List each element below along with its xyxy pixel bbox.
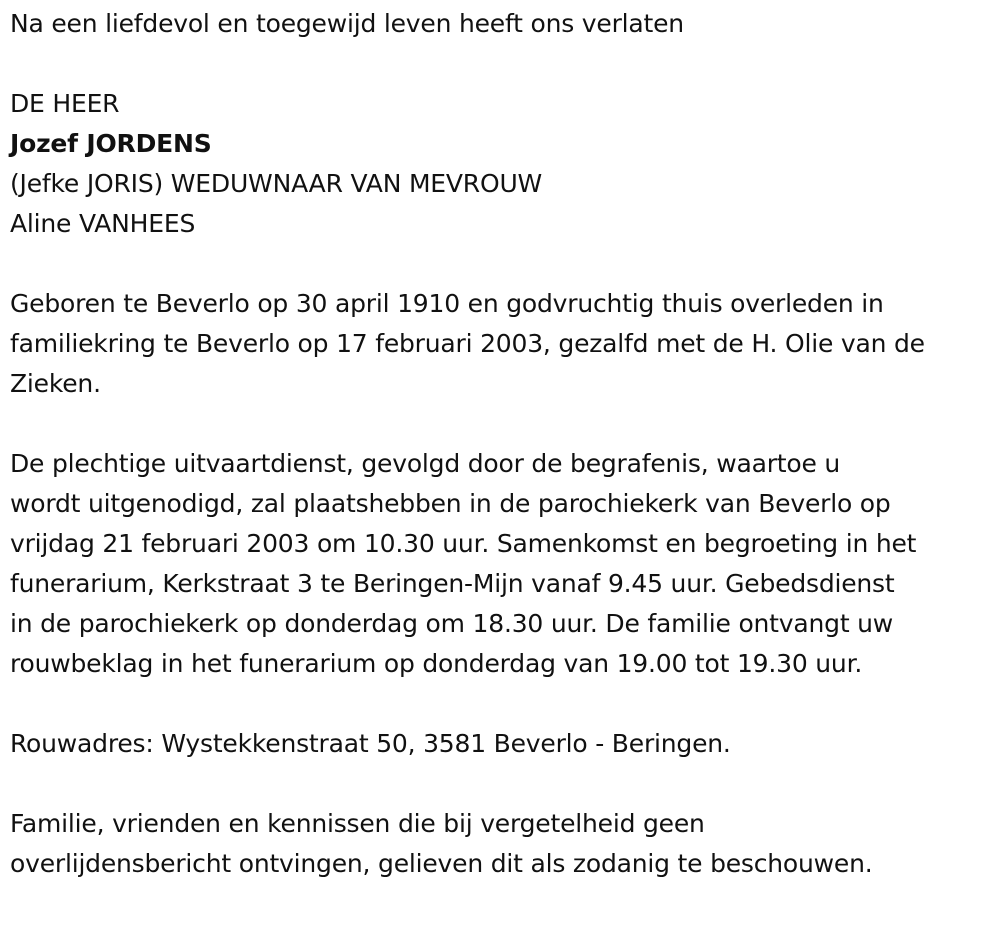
closing-paragraph [10, 804, 995, 884]
text-line: familiekring te Beverlo op 17 februari 2003, gezalfd met de H. Olie van de [10, 329, 925, 358]
spouse-name: Aline VANHEES [10, 209, 196, 238]
mourning-address: Rouwadres: Wystekkenstraat 50, 3581 Beverlo - Beringen. [10, 729, 731, 758]
funeral-paragraph [10, 444, 995, 684]
text-line: Zieken. [10, 369, 101, 398]
text-line: Familie, vrienden en kennissen die bij vergetelheid geen [10, 809, 705, 838]
text-line: rouwbeklag in het funerarium op donderdag van 19.00 tot 19.30 uur. [10, 649, 863, 678]
text-line: vrijdag 21 februari 2003 om 10.30 uur. Samenkomst en begroeting in het [10, 529, 917, 558]
text-line: De plechtige uitvaartdienst, gevolgd door de begrafenis, waartoe u [10, 449, 841, 478]
address-paragraph [10, 724, 995, 764]
intro-line: Na een liefdevol en toegewijd leven heeft ons verlaten [10, 9, 684, 38]
title-prefix: DE HEER [10, 89, 120, 118]
obituary-notice [10, 4, 995, 884]
deceased-name: Jozef JORDENS [10, 129, 212, 158]
text-line: funerarium, Kerkstraat 3 te Beringen-Mijn vanaf 9.45 uur. Gebedsdienst [10, 569, 895, 598]
text-line: overlijdensbericht ontvingen, gelieven dit als zodanig te beschouwen. [10, 849, 873, 878]
text-line: in de parochiekerk op donderdag om 18.30 uur. De familie ontvangt uw [10, 609, 894, 638]
birth-death-paragraph [10, 284, 995, 404]
nickname-widower-line: (Jefke JORIS) WEDUWNAAR VAN MEVROUW [10, 169, 543, 198]
text-line: Geboren te Beverlo op 30 april 1910 en godvruchtig thuis overleden in [10, 289, 884, 318]
intro-text [10, 4, 995, 44]
deceased-block [10, 84, 995, 244]
text-line: wordt uitgenodigd, zal plaatshebben in de parochiekerk van Beverlo op [10, 489, 891, 518]
